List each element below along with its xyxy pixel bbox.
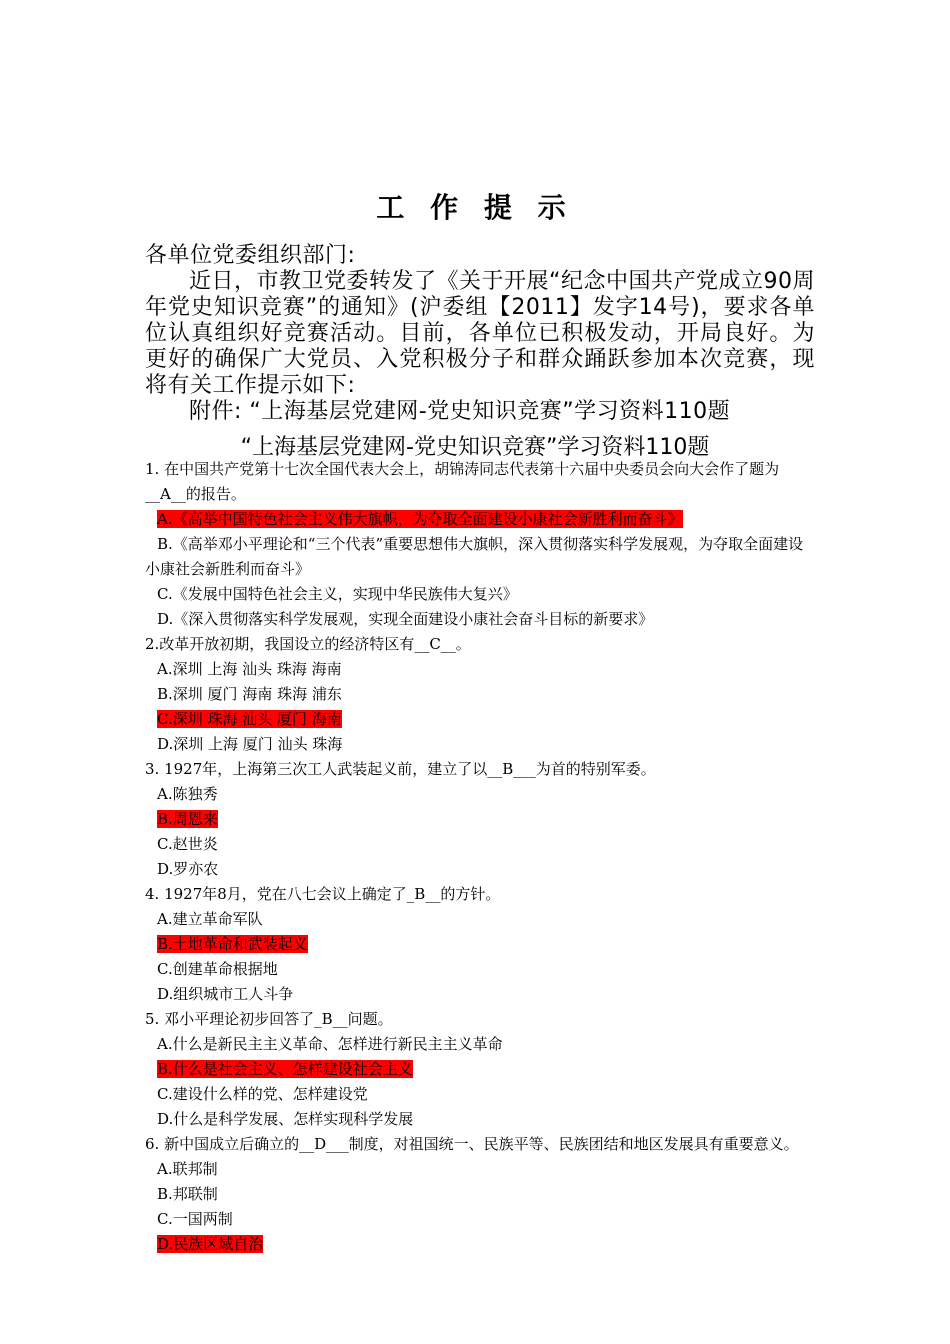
correct-answer-highlight: B.土地革命和武装起义 (157, 935, 308, 953)
notice-body: 近日，市教卫党委转发了《关于开展“纪念中国共产党成立90周年党史知识竞赛”的通知》(沪委组【2011】发字14号)，要求各单位认真组织好竞赛活动。目前，各单位已积极发动，开局良好。为更好的确保广大党员、入党积极分子和群众踊跃参加本次竞赛，现将有关工作提示如下: (145, 269, 815, 398)
answer-option: C.建设什么样的党、怎样建设党 (157, 1085, 368, 1103)
correct-answer-highlight: D.民族区域自治 (157, 1235, 264, 1253)
question-text: 1. 在中国共产党第十七次全国代表大会上，胡锦涛同志代表第十六届中央委员会向大会作了题为__A__的报告。 (145, 460, 780, 503)
answer-option: C.赵世炎 (157, 835, 218, 853)
answer-option (145, 507, 815, 532)
question-list (145, 457, 815, 1257)
answer-option: D.什么是科学发展、怎样实现科学发展 (157, 1110, 414, 1128)
correct-answer-highlight: B.什么是社会主义、怎样建设社会主义 (157, 1060, 413, 1078)
answer-option: A.陈独秀 (157, 785, 218, 803)
answer-option: A.深圳 上海 汕头 珠海 海南 (157, 660, 342, 678)
question-text: 6. 新中国成立后确立的__D___制度，对祖国统一、民族平等、民族团结和地区发展具有重要意义。 (145, 1135, 799, 1153)
question-text: 2.改革开放初期，我国设立的经济特区有__C__。 (145, 635, 471, 653)
correct-answer-highlight: A.《高举中国特色社会主义伟大旗帜，为夺取全面建设小康社会新胜利而奋斗》 (157, 510, 683, 528)
question-item (145, 1007, 815, 1132)
answer-option: D.组织城市工人斗争 (157, 985, 294, 1003)
question-text: 4. 1927年8月，党在八七会议上确定了_B__的方针。 (145, 885, 501, 903)
answer-option: A.什么是新民主主义革命、怎样进行新民主主义革命 (157, 1035, 503, 1053)
correct-answer-highlight: C.深圳 珠海 汕头 厦门 海南 (157, 710, 342, 728)
answer-option: C.《发展中国特色社会主义，实现中华民族伟大复兴》 (157, 585, 518, 603)
answer-option: D.罗亦农 (157, 860, 219, 878)
answer-option (145, 1057, 815, 1082)
notice-section (145, 243, 815, 425)
answer-option: B.《高举邓小平理论和“三个代表”重要思想伟大旗帜，深入贯彻落实科学发展观，为夺取全面建设小康社会新胜利而奋斗》 (145, 535, 804, 578)
answer-option (145, 707, 815, 732)
page-title: 工 作 提 示 (376, 191, 574, 224)
answer-option: A.建立革命军队 (157, 910, 263, 928)
answer-option: C.一国两制 (157, 1210, 233, 1228)
answer-option: B.深圳 厦门 海南 珠海 浦东 (157, 685, 342, 703)
question-item (145, 882, 815, 1007)
answer-option: D.深圳 上海 厦门 汕头 珠海 (157, 735, 343, 753)
answer-option: B.邦联制 (157, 1185, 218, 1203)
answer-option: A.联邦制 (157, 1160, 218, 1178)
correct-answer-highlight: B.周恩来 (157, 810, 218, 828)
question-item (145, 457, 815, 632)
notice-salutation: 各单位党委组织部门: (145, 243, 356, 268)
study-material-title: “上海基层党建网-党史知识竞赛”学习资料110题 (240, 435, 710, 460)
notice-attachment: 附件: “上海基层党建网-党史知识竞赛”学习资料110题 (189, 399, 731, 424)
question-item (145, 757, 815, 882)
answer-option: D.《深入贯彻落实科学发展观，实现全面建设小康社会奋斗目标的新要求》 (157, 610, 654, 628)
question-text: 3. 1927年，上海第三次工人武装起义前，建立了以__B___为首的特别军委。 (145, 760, 656, 778)
question-text: 5. 邓小平理论初步回答了_B__问题。 (145, 1010, 393, 1028)
answer-option: C.创建革命根据地 (157, 960, 278, 978)
answer-option (145, 1232, 815, 1257)
question-item (145, 1132, 815, 1257)
question-item (145, 632, 815, 757)
answer-option (145, 932, 815, 957)
answer-option (145, 807, 815, 832)
